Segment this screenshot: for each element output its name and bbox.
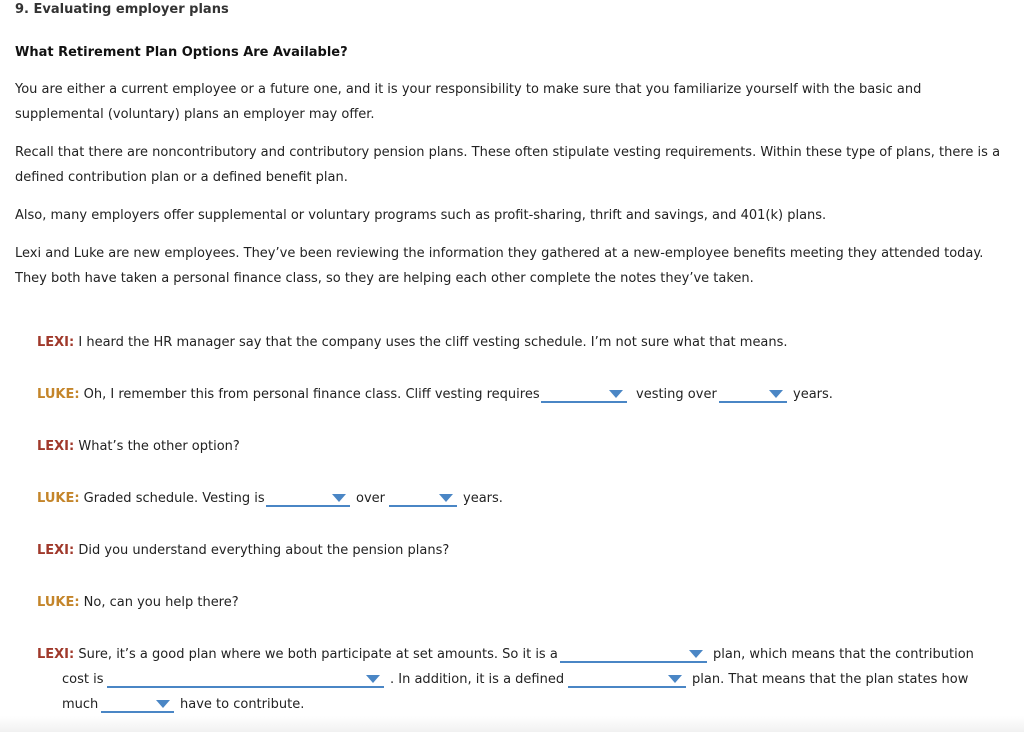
speaker-luke: LUKE: [37,491,80,506]
speaker-lexi: LEXI: [37,335,75,350]
section-title: 9. Evaluating employer plans [15,2,229,17]
dialogue-lexi-2 [37,439,240,454]
chevron-down-icon [689,650,703,658]
intro-paragraph-2-line-2: defined contribution plan or a defined benefit plan. [15,170,348,185]
dialogue-text-in-addition: . In addition, it is a defined [390,672,565,687]
dialogue-text: I heard the HR manager say that the company uses the cliff vesting schedule. I’m not sure what that means. [78,335,788,350]
speaker-luke: LUKE: [37,595,80,610]
intro-paragraph-2-line-1: Recall that there are noncontributory and contributory pension plans. These often stipulate vesting requirements. Within these type of plans, there is a [15,145,1001,160]
bottom-fade [0,716,1024,732]
chevron-down-icon [439,494,453,502]
chevron-down-icon [156,700,170,708]
dialogue-text-much: much [62,697,99,712]
chevron-down-icon [332,494,346,502]
intro-paragraph-1-line-2: supplemental (voluntary) plans an employer may offer. [15,107,375,122]
dialogue-text-cost-is: cost is [62,672,104,687]
plan-type-dropdown[interactable] [560,647,707,663]
page-heading: What Retirement Plan Options Are Available? [15,45,348,60]
intro-paragraph-1-line-1: You are either a current employee or a future one, and it is your responsibility to make sure that you familiarize yourself with the basic and [15,82,922,97]
graded-vesting-years-dropdown[interactable] [389,491,457,507]
speaker-lexi: LEXI: [37,543,75,558]
dialogue-text-vesting-over: vesting over [636,387,717,402]
dialogue-lexi-3 [37,543,449,558]
dialogue-text-have-to-contribute: have to contribute. [180,697,305,712]
who-contributes-dropdown[interactable] [101,697,174,713]
dialogue-lexi-1 [37,335,788,350]
chevron-down-icon [769,390,783,398]
dialogue-lexi-4 [37,647,558,662]
chevron-down-icon [366,675,380,683]
dialogue-text-years: years. [793,387,833,402]
chevron-down-icon [609,390,623,398]
dialogue-text-over: over [356,491,385,506]
dialogue-text: Sure, it’s a good plan where we both participate at set amounts. So it is a [78,647,558,662]
intro-paragraph-3: Also, many employers offer supplemental or voluntary programs such as profit-sharing, thrift and savings, and 401(k) plans. [15,208,827,223]
intro-paragraph-4-line-1: Lexi and Luke are new employees. They’ve been reviewing the information they gathered at a new-employee benefits meeting they attended today. [15,246,984,261]
dialogue-text: Oh, I remember this from personal finance class. Cliff vesting requires [83,387,540,402]
chevron-down-icon [668,675,682,683]
dialogue-luke-1 [37,387,540,402]
speaker-lexi: LEXI: [37,647,75,662]
dialogue-text: Did you understand everything about the pension plans? [78,543,450,558]
cliff-vesting-years-dropdown[interactable] [719,387,787,403]
contribution-cost-dropdown[interactable] [107,672,384,688]
defined-plan-type-dropdown[interactable] [568,672,686,688]
dialogue-text-plan-states: plan. That means that the plan states how [692,672,969,687]
graded-vesting-amount-dropdown[interactable] [266,491,350,507]
cliff-vesting-amount-dropdown[interactable] [541,387,627,403]
dialogue-text: No, can you help there? [83,595,239,610]
dialogue-text-years: years. [463,491,503,506]
intro-paragraph-4-line-2: They both have taken a personal finance class, so they are helping each other complete the notes they’ve taken. [15,271,754,286]
dialogue-luke-3 [37,595,239,610]
dialogue-text: Graded schedule. Vesting is [83,491,265,506]
dialogue-text-plan-contribution: plan, which means that the contribution [713,647,974,662]
speaker-luke: LUKE: [37,387,80,402]
speaker-lexi: LEXI: [37,439,75,454]
dialogue-text: What’s the other option? [78,439,240,454]
dialogue-luke-2 [37,491,265,506]
